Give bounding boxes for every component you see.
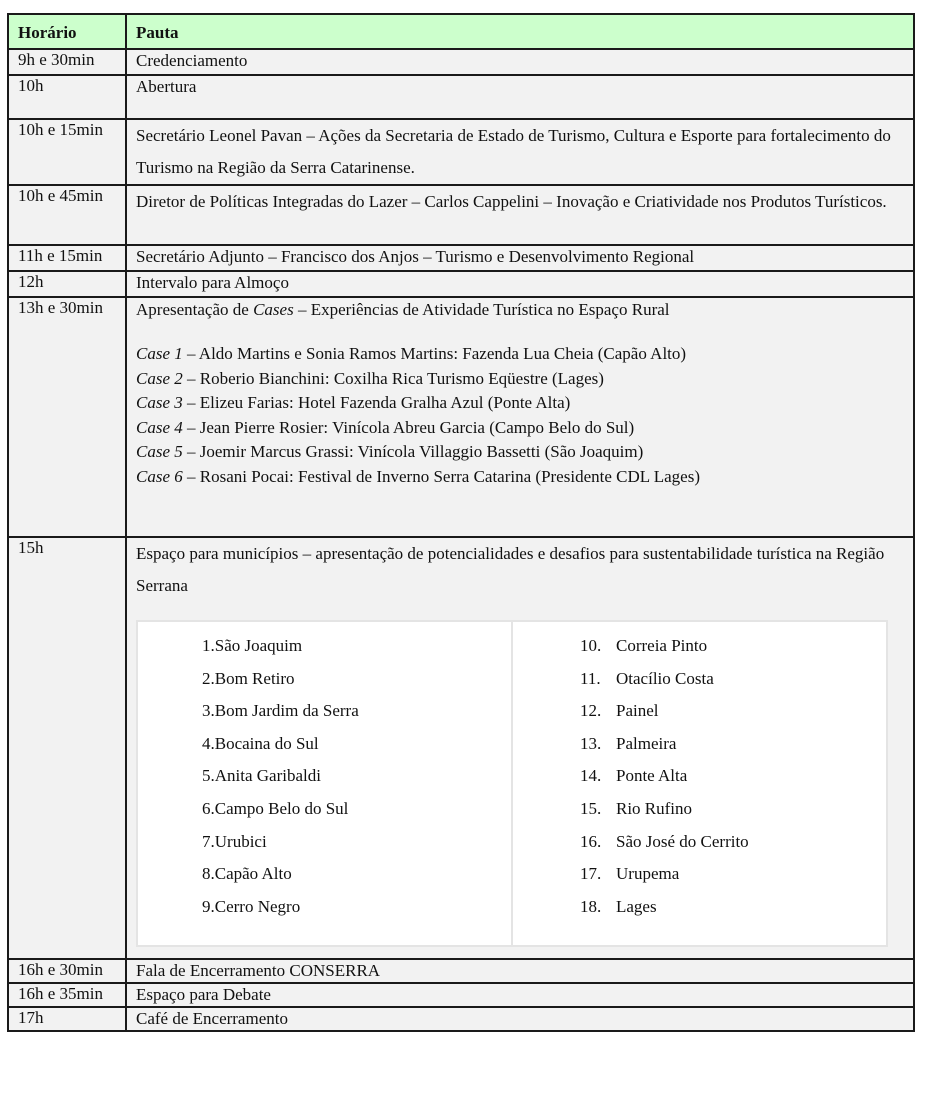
table-row	[8, 75, 914, 119]
item-name: Ponte Alta	[616, 766, 688, 786]
list-item	[136, 416, 904, 441]
time-cell: 15h	[8, 537, 126, 959]
time-cell: 16h e 30min	[8, 959, 126, 983]
agenda-cell: Secretário Adjunto – Francisco dos Anjos – Turismo e Desenvolvimento Regional	[126, 245, 914, 271]
list-item	[513, 630, 886, 663]
item-name: Urubici	[214, 831, 267, 851]
agenda-cell	[126, 297, 914, 537]
item-name: Bom Jardim da Serra	[214, 701, 359, 721]
case-label: Case 1	[136, 344, 183, 363]
table-row	[8, 959, 914, 983]
item-name: Cerro Negro	[214, 896, 301, 916]
case-label: Case 6	[136, 466, 183, 486]
list-item	[138, 695, 511, 728]
list-item	[138, 891, 511, 924]
case-text: – Roberio Bianchini: Coxilha Rica Turismo Eqüestre (Lages)	[182, 368, 604, 388]
header-row	[8, 14, 914, 49]
item-name: Anita Garibaldi	[214, 766, 321, 786]
item-number: 15.	[580, 798, 602, 818]
agenda-cell: Abertura	[126, 75, 914, 119]
item-number: 8.	[202, 864, 215, 884]
item-name: Rio Rufino	[616, 798, 693, 818]
list-item	[136, 465, 904, 490]
list-item	[513, 695, 886, 728]
list-item	[513, 891, 886, 924]
item-name: São Joaquim	[214, 636, 303, 655]
cases-row	[8, 297, 914, 537]
agenda-cell: Intervalo para Almoço	[126, 271, 914, 297]
agenda-table	[7, 13, 915, 1032]
cases-intro	[136, 298, 904, 322]
case-text: – Rosani Pocai: Festival de Inverno Serra Catarina (Presidente CDL Lages)	[182, 466, 701, 486]
item-name: Correia Pinto	[616, 636, 708, 655]
table-row	[8, 271, 914, 297]
list-item	[138, 663, 511, 696]
time-cell: 10h e 15min	[8, 119, 126, 185]
list-item	[513, 826, 886, 859]
list-item	[513, 760, 886, 793]
item-number: 17.	[580, 864, 602, 884]
list-item	[136, 391, 904, 416]
time-cell: 17h	[8, 1007, 126, 1031]
time-cell: 13h e 30min	[8, 297, 126, 537]
agenda-cell: Espaço para Debate	[126, 983, 914, 1007]
item-number: 13.	[580, 733, 602, 753]
case-label: Case 4	[136, 417, 183, 437]
time-cell: 16h e 35min	[8, 983, 126, 1007]
municipios-column-left	[138, 622, 513, 945]
table-row	[8, 1007, 914, 1031]
item-number: 14.	[580, 766, 602, 786]
table-row	[8, 983, 914, 1007]
table-row	[8, 49, 914, 75]
list-item	[513, 663, 886, 696]
item-name: Palmeira	[616, 733, 677, 753]
item-name: Capão Alto	[214, 864, 292, 884]
list-item	[138, 760, 511, 793]
time-cell: 10h	[8, 75, 126, 119]
list-item	[138, 630, 511, 663]
case-label: Case 2	[136, 368, 183, 388]
header-agenda: Pauta	[126, 14, 914, 49]
table-row	[8, 119, 914, 185]
list-item	[138, 826, 511, 859]
time-cell: 9h e 30min	[8, 49, 126, 75]
case-label: Case 5	[136, 442, 183, 462]
list-item	[513, 728, 886, 761]
list-item	[513, 793, 886, 826]
cases-intro-suffix: – Experiências de Atividade Turística no Espaço Rural	[293, 300, 670, 319]
list-item	[138, 858, 511, 891]
item-number: 18.	[580, 896, 602, 916]
item-number: 1.	[202, 636, 215, 655]
header-time: Horário	[8, 14, 126, 49]
list-item	[513, 858, 886, 891]
list-item	[138, 793, 511, 826]
case-text: – Jean Pierre Rosier: Vinícola Abreu Garcia (Campo Belo do Sul)	[182, 417, 635, 437]
municipios-intro: Espaço para municípios – apresentação de potencialidades e desafios para sustentabilidade turística na Região Serrana	[136, 544, 885, 595]
case-text: – Elizeu Farias: Hotel Fazenda Gralha Azul (Ponte Alta)	[182, 393, 571, 413]
cases-list	[136, 342, 904, 490]
item-name: Otacílio Costa	[616, 668, 714, 688]
item-number: 9.	[202, 896, 215, 916]
item-number: 5.	[202, 766, 215, 786]
item-name: Painel	[616, 701, 659, 721]
case-text: – Joemir Marcus Grassi: Vinícola Villaggio Bassetti (São Joaquim)	[182, 442, 644, 462]
item-number: 3.	[202, 701, 215, 721]
time-cell: 10h e 45min	[8, 185, 126, 245]
item-number: 6.	[202, 798, 215, 818]
agenda-cell: Secretário Leonel Pavan – Ações da Secretaria de Estado de Turismo, Cultura e Esporte para fortalecimento do Turismo na Região da Serra Catarinense.	[126, 119, 914, 185]
item-name: Lages	[616, 896, 657, 916]
list-item	[136, 440, 904, 465]
item-number: 2.	[202, 668, 215, 688]
case-label: Case 3	[136, 393, 183, 413]
agenda-cell: Fala de Encerramento CONSERRA	[126, 959, 914, 983]
cases-intro-emphasis: Cases	[253, 300, 294, 319]
item-number: 11.	[580, 668, 601, 688]
list-item	[136, 342, 904, 367]
item-number: 7.	[202, 831, 215, 851]
municipios-column-right	[513, 622, 886, 945]
agenda-cell	[126, 537, 914, 959]
table-row	[8, 185, 914, 245]
agenda-cell: Café de Encerramento	[126, 1007, 914, 1031]
cases-intro-prefix: Apresentação de	[136, 300, 254, 319]
item-name: Bom Retiro	[214, 668, 295, 688]
municipios-list	[136, 620, 888, 947]
list-item	[136, 367, 904, 392]
table-row	[8, 245, 914, 271]
municipios-row	[8, 537, 914, 959]
item-name: Bocaina do Sul	[214, 733, 319, 753]
agenda-cell: Credenciamento	[126, 49, 914, 75]
item-name: Campo Belo do Sul	[214, 798, 349, 818]
item-name: São José do Cerrito	[616, 831, 749, 851]
item-number: 16.	[580, 831, 602, 851]
agenda-cell: Diretor de Políticas Integradas do Lazer – Carlos Cappelini – Inovação e Criatividade nos Produtos Turísticos.	[126, 185, 914, 245]
item-number: 12.	[580, 701, 602, 721]
item-name: Urupema	[616, 864, 680, 884]
time-cell: 11h e 15min	[8, 245, 126, 271]
case-text: – Aldo Martins e Sonia Ramos Martins: Fazenda Lua Cheia (Capão Alto)	[182, 344, 687, 363]
item-number: 4.	[202, 733, 215, 753]
list-item	[138, 728, 511, 761]
item-number: 10.	[580, 636, 602, 655]
time-cell: 12h	[8, 271, 126, 297]
